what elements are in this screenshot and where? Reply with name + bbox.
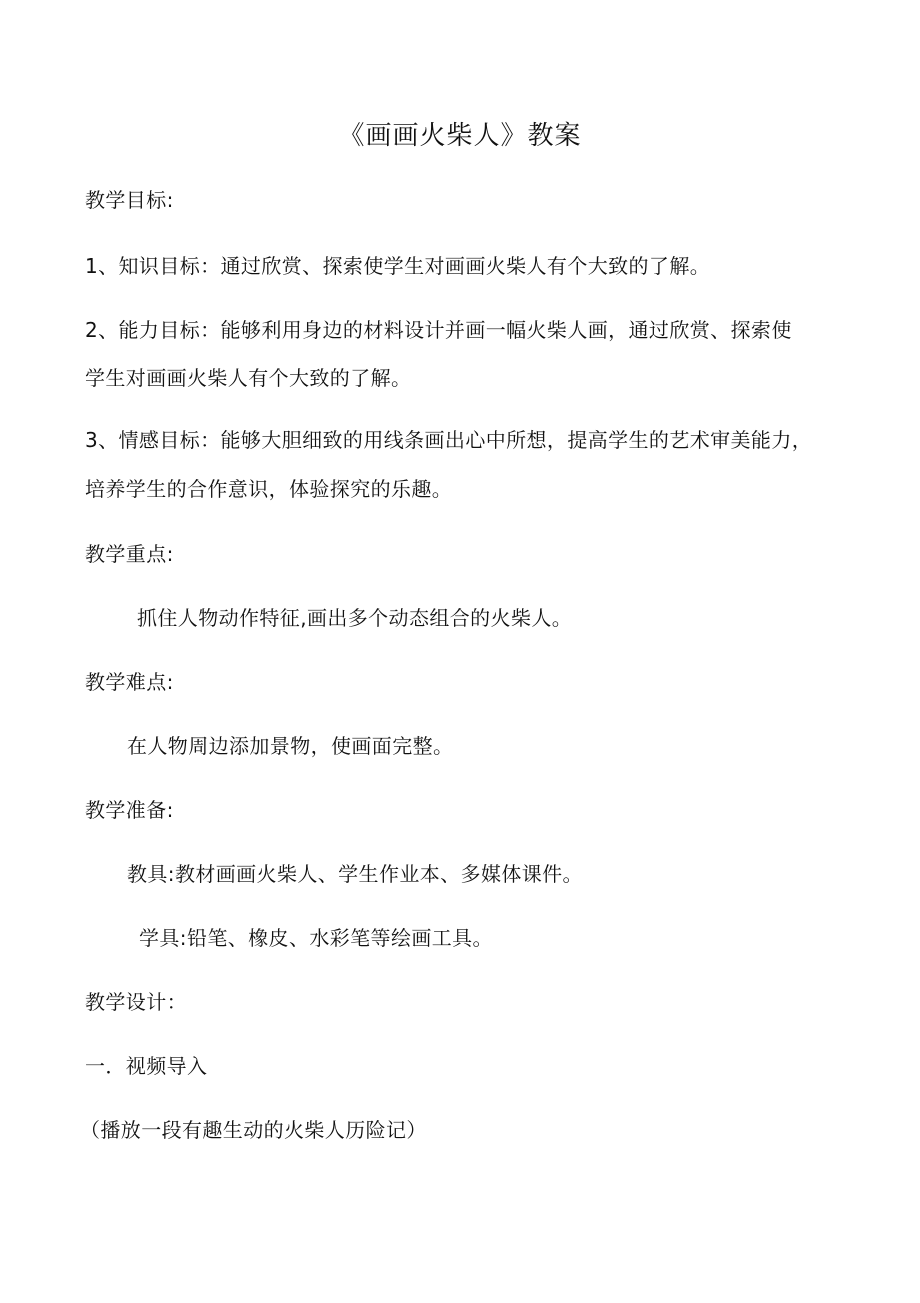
key-points-heading: 教学重点: [85,542,174,566]
design-step-1: 一．视频导入 [85,1054,208,1078]
objectives-heading: 教学目标: [85,188,174,212]
key-points-text: 抓住人物动作特征,画出多个动态组合的火柴人。 [137,606,573,630]
page-title: 《画画火柴人》教案 [338,121,582,151]
design-heading: 教学设计： [85,990,187,1014]
objective-ability-line1: 2、能力目标：能够利用身边的材料设计并画一幅火柴人画，通过欣赏、探索使 [85,318,792,342]
teacher-tools-text: 教具:教材画画火柴人、学生作业本、多媒体课件。 [127,862,583,886]
objective-ability-line2: 学生对画画火柴人有个大致的了解。 [85,366,412,390]
student-tools-text: 学具:铅笔、橡皮、水彩笔等绘画工具。 [139,926,493,950]
difficulties-heading: 教学难点: [85,670,174,694]
preparation-heading: 教学准备: [85,798,174,822]
difficulties-text: 在人物周边添加景物，使画面完整。 [127,734,454,758]
objective-emotion-line2: 培养学生的合作意识，体验探究的乐趣。 [85,477,453,501]
design-step-1-note: （播放一段有趣生动的火柴人历险记） [80,1118,427,1142]
objective-emotion-line1: 3、情感目标：能够大胆细致的用线条画出心中所想，提高学生的艺术审美能力， [85,428,813,452]
objective-knowledge: 1、知识目标：通过欣赏、探索使学生对画画火柴人有个大致的了解。 [85,254,711,278]
